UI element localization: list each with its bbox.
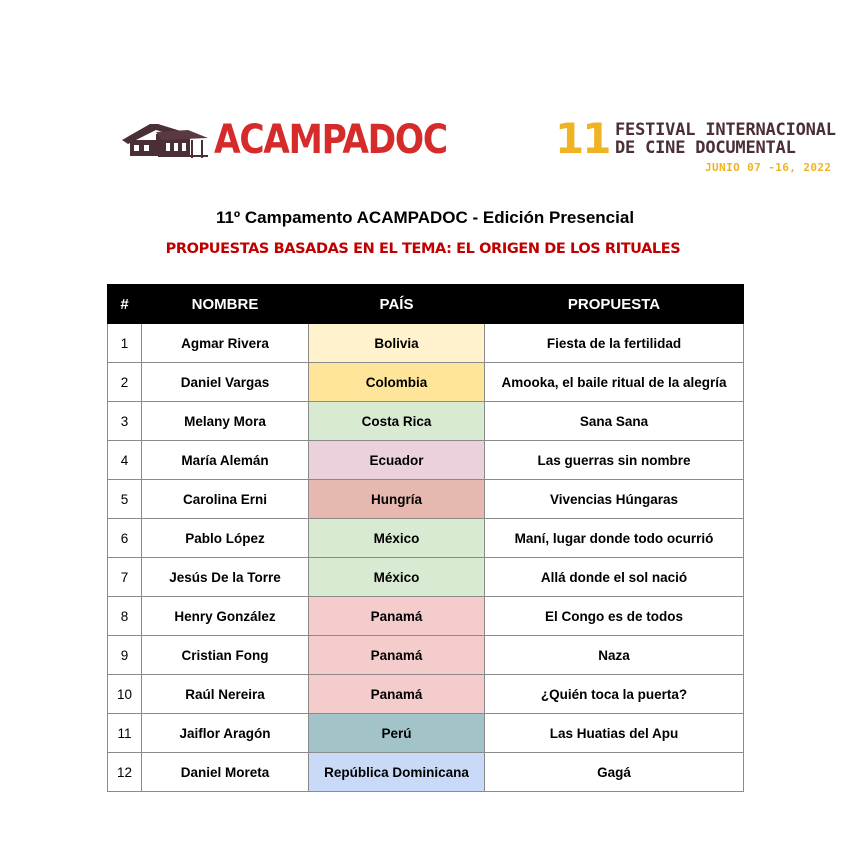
header-country: PAÍS [309, 285, 485, 324]
country-cell: México [309, 519, 485, 558]
table-row [108, 441, 744, 480]
table-row [108, 324, 744, 363]
row-number: 11 [108, 714, 142, 753]
country-cell: Colombia [309, 363, 485, 402]
proposal-title: Las guerras sin nombre [485, 441, 744, 480]
country-cell: México [309, 558, 485, 597]
header-name: NOMBRE [142, 285, 309, 324]
participant-name: Jaiflor Aragón [142, 714, 309, 753]
proposal-title: Allá donde el sol nació [485, 558, 744, 597]
country-cell: Panamá [309, 675, 485, 714]
country-cell: Hungría [309, 480, 485, 519]
logo-wordmark: ACAMPADOC [214, 117, 447, 163]
country-cell: Perú [309, 714, 485, 753]
proposal-title: ¿Quién toca la puerta? [485, 675, 744, 714]
logo-tagline-2: DE CINE DOCUMENTAL [615, 138, 796, 158]
proposal-title: Vivencias Húngaras [485, 480, 744, 519]
row-number: 9 [108, 636, 142, 675]
participant-name: Jesús De la Torre [142, 558, 309, 597]
row-number: 10 [108, 675, 142, 714]
table-row [108, 597, 744, 636]
row-number: 2 [108, 363, 142, 402]
table-row [108, 675, 744, 714]
country-cell: Bolivia [309, 324, 485, 363]
participant-name: Daniel Moreta [142, 753, 309, 792]
proposal-title: Fiesta de la fertilidad [485, 324, 744, 363]
table-row [108, 402, 744, 441]
logo-tagline-1: FESTIVAL INTERNACIONAL [615, 120, 836, 140]
table-body [108, 324, 744, 792]
row-number: 1 [108, 324, 142, 363]
participant-name: Henry González [142, 597, 309, 636]
proposal-title: Naza [485, 636, 744, 675]
header-number: # [108, 285, 142, 324]
participant-name: Daniel Vargas [142, 363, 309, 402]
row-number: 12 [108, 753, 142, 792]
row-number: 3 [108, 402, 142, 441]
festival-logo [122, 114, 836, 178]
row-number: 4 [108, 441, 142, 480]
proposals-table [107, 284, 744, 792]
table-header-row [108, 285, 744, 324]
page-subtitle: PROPUESTAS BASADAS EN EL TEMA: EL ORIGEN DE LOS RITUALES [165, 241, 681, 257]
proposal-title: Sana Sana [485, 402, 744, 441]
logo-dates: JUNIO 07 -16, 2022 [705, 161, 832, 174]
proposal-title: El Congo es de todos [485, 597, 744, 636]
table-row [108, 558, 744, 597]
country-cell: Ecuador [309, 441, 485, 480]
proposal-title: Gagá [485, 753, 744, 792]
participant-name: Agmar Rivera [142, 324, 309, 363]
table-row [108, 519, 744, 558]
country-cell: Panamá [309, 597, 485, 636]
country-cell: Costa Rica [309, 402, 485, 441]
participant-name: Pablo López [142, 519, 309, 558]
table-row [108, 636, 744, 675]
row-number: 8 [108, 597, 142, 636]
row-number: 7 [108, 558, 142, 597]
row-number: 6 [108, 519, 142, 558]
table-row [108, 363, 744, 402]
participant-name: Melany Mora [142, 402, 309, 441]
proposal-title: Las Huatias del Apu [485, 714, 744, 753]
page-title: 11º Campamento ACAMPADOC - Edición Presencial [215, 208, 635, 227]
logo-edition-number: 11 [555, 114, 610, 163]
participant-name: María Alemán [142, 441, 309, 480]
participant-name: Cristian Fong [142, 636, 309, 675]
country-cell: Panamá [309, 636, 485, 675]
participant-name: Carolina Erni [142, 480, 309, 519]
house-icon [122, 120, 208, 160]
participant-name: Raúl Nereira [142, 675, 309, 714]
table-row [108, 480, 744, 519]
table-row [108, 714, 744, 753]
proposal-title: Maní, lugar donde todo ocurrió [485, 519, 744, 558]
header-proposal: PROPUESTA [485, 285, 744, 324]
country-cell: República Dominicana [309, 753, 485, 792]
row-number: 5 [108, 480, 142, 519]
table-row [108, 753, 744, 792]
proposal-title: Amooka, el baile ritual de la alegría [485, 363, 744, 402]
